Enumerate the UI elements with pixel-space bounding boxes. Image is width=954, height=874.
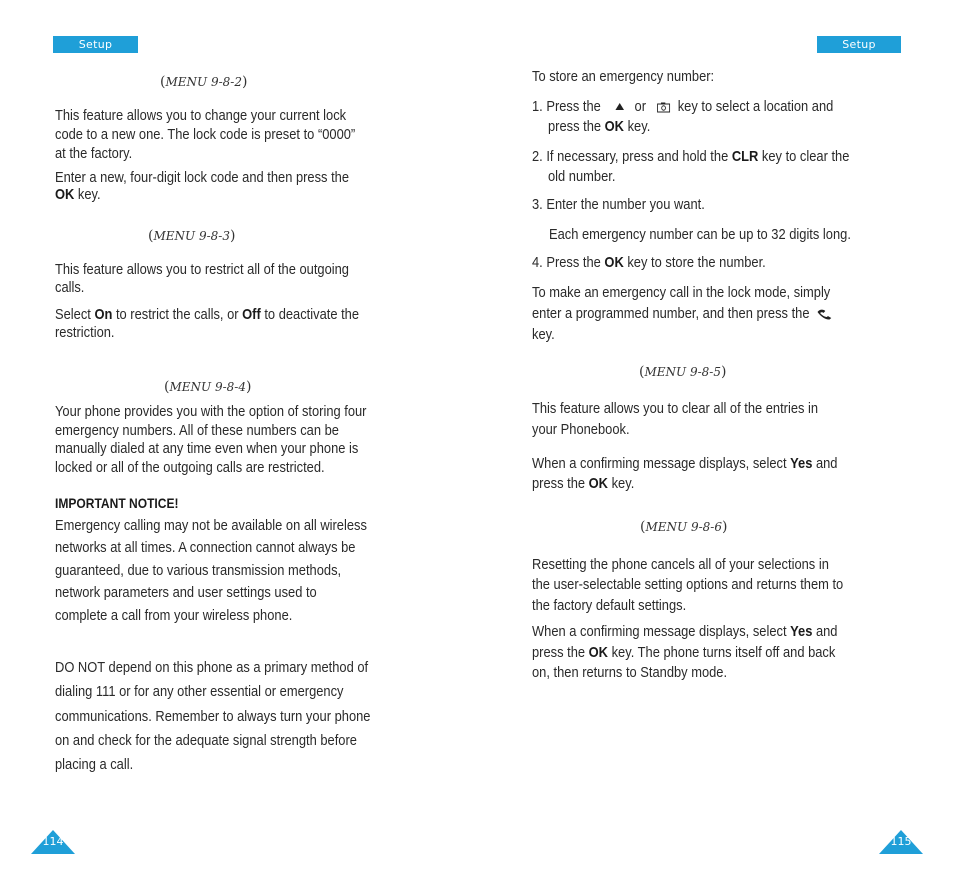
- ok-key-label: OK: [55, 186, 75, 203]
- warning-line-5: placing a call.: [55, 756, 134, 773]
- confirm-1-line-2: press the OK key.: [532, 475, 635, 492]
- menu-path-9-8-2: (MENU 9-8-2): [160, 74, 248, 90]
- call-line-1: To make an emergency call in the lock mode, simply: [532, 284, 831, 301]
- change-lock-line-1: This feature allows you to change your current lock: [55, 107, 347, 124]
- important-notice-title: IMPORTANT NOTICE!: [55, 495, 179, 511]
- reset-line-1: Resetting the phone cancels all of your selections in: [532, 556, 829, 573]
- emergency-line-4: locked or all of the outgoing calls are restricted.: [55, 459, 325, 476]
- on-option-label: On: [94, 306, 113, 323]
- select-on-off-line-1: Select On to restrict the calls, or Off to deactivate the: [55, 306, 360, 323]
- confirm-2-line-1: When a confirming message displays, select Yes and: [532, 623, 838, 640]
- change-lock-line-2: code to a new one. The lock code is preset to “0000”: [55, 126, 356, 143]
- notice-line-1: Emergency calling may not be available on all wireless: [55, 517, 367, 534]
- warning-line-2: dialing 111 or for any other essential or emergency: [55, 683, 344, 700]
- camera-key-icon: [657, 102, 671, 113]
- confirm-2-line-3: on, then returns to Standby mode.: [532, 664, 728, 681]
- step-1-line-1: 1. Press the or key to select a location and: [532, 98, 834, 115]
- emergency-line-1: Your phone provides you with the option of storing four: [55, 403, 367, 420]
- enter-code-line-2: OK key.: [55, 186, 101, 203]
- emergency-line-2: emergency numbers. All of these numbers can be: [55, 422, 339, 439]
- notice-line-2: networks at all times. A connection cannot always be: [55, 539, 356, 556]
- clear-line-2: your Phonebook.: [532, 421, 630, 438]
- store-intro: To store an emergency number:: [532, 68, 715, 85]
- step-3-note: Each emergency number can be up to 32 digits long.: [549, 226, 851, 243]
- confirm-1-line-1: When a confirming message displays, select Yes and: [532, 455, 838, 472]
- reset-line-2: the user-selectable setting options and returns them to: [532, 576, 844, 593]
- ok-key-label: OK: [588, 644, 609, 661]
- emergency-line-3: manually dialed at any time even when your phone is: [55, 440, 359, 457]
- notice-line-4: network parameters and user settings used to: [55, 584, 317, 601]
- menu-path-9-8-4: (MENU 9-8-4): [164, 379, 252, 395]
- section-tab-right: Setup: [817, 36, 901, 53]
- page-number-left-text: 114: [42, 835, 64, 848]
- step-4: 4. Press the OK key to store the number.: [532, 254, 766, 271]
- page-number-left: [31, 830, 75, 854]
- step-1-line-2: press the OK key.: [548, 118, 651, 135]
- yes-option-label: Yes: [790, 455, 813, 472]
- step-2-line-1: 2. If necessary, press and hold the CLR key to clear the: [532, 148, 850, 165]
- warning-line-1: DO NOT depend on this phone as a primary method of: [55, 659, 369, 676]
- yes-option-label: Yes: [790, 623, 813, 640]
- step-2-line-2: old number.: [548, 168, 616, 185]
- call-line-3: key.: [532, 326, 555, 343]
- ok-key-label: OK: [604, 254, 624, 271]
- reset-line-3: the factory default settings.: [532, 597, 687, 614]
- ok-key-label: OK: [604, 118, 625, 135]
- restrict-line-2: calls.: [55, 279, 85, 296]
- enter-code-line-1: Enter a new, four-digit lock code and then press the: [55, 169, 350, 186]
- clr-key-label: CLR: [731, 148, 759, 165]
- ok-key-label: OK: [588, 475, 609, 492]
- page-number-right-text: 115: [890, 835, 912, 848]
- warning-line-3: communications. Remember to always turn your phone: [55, 708, 371, 725]
- notice-line-5: complete a call from your wireless phone.: [55, 607, 293, 624]
- notice-line-3: guaranteed, due to various transmission methods,: [55, 562, 342, 579]
- menu-path-9-8-3: (MENU 9-8-3): [148, 228, 236, 244]
- page-number-right: [879, 830, 923, 854]
- clear-line-1: This feature allows you to clear all of the entries in: [532, 400, 819, 417]
- menu-path-9-8-5: (MENU 9-8-5): [639, 364, 727, 380]
- select-on-off-line-2: restriction.: [55, 324, 115, 341]
- section-tab-left: Setup: [53, 36, 138, 53]
- menu-path-9-8-6: (MENU 9-8-6): [640, 519, 728, 535]
- confirm-2-line-2: press the OK key. The phone turns itself off and back: [532, 644, 836, 661]
- step-3: 3. Enter the number you want.: [532, 196, 705, 213]
- warning-line-4: on and check for the adequate signal strength before: [55, 732, 357, 749]
- off-option-label: Off: [242, 306, 261, 323]
- call-line-2: enter a programmed number, and then press the: [532, 304, 832, 323]
- change-lock-line-3: at the factory.: [55, 145, 133, 162]
- restrict-line-1: This feature allows you to restrict all of the outgoing: [55, 261, 349, 278]
- up-arrow-icon: [615, 103, 624, 111]
- send-key-icon: [817, 308, 832, 320]
